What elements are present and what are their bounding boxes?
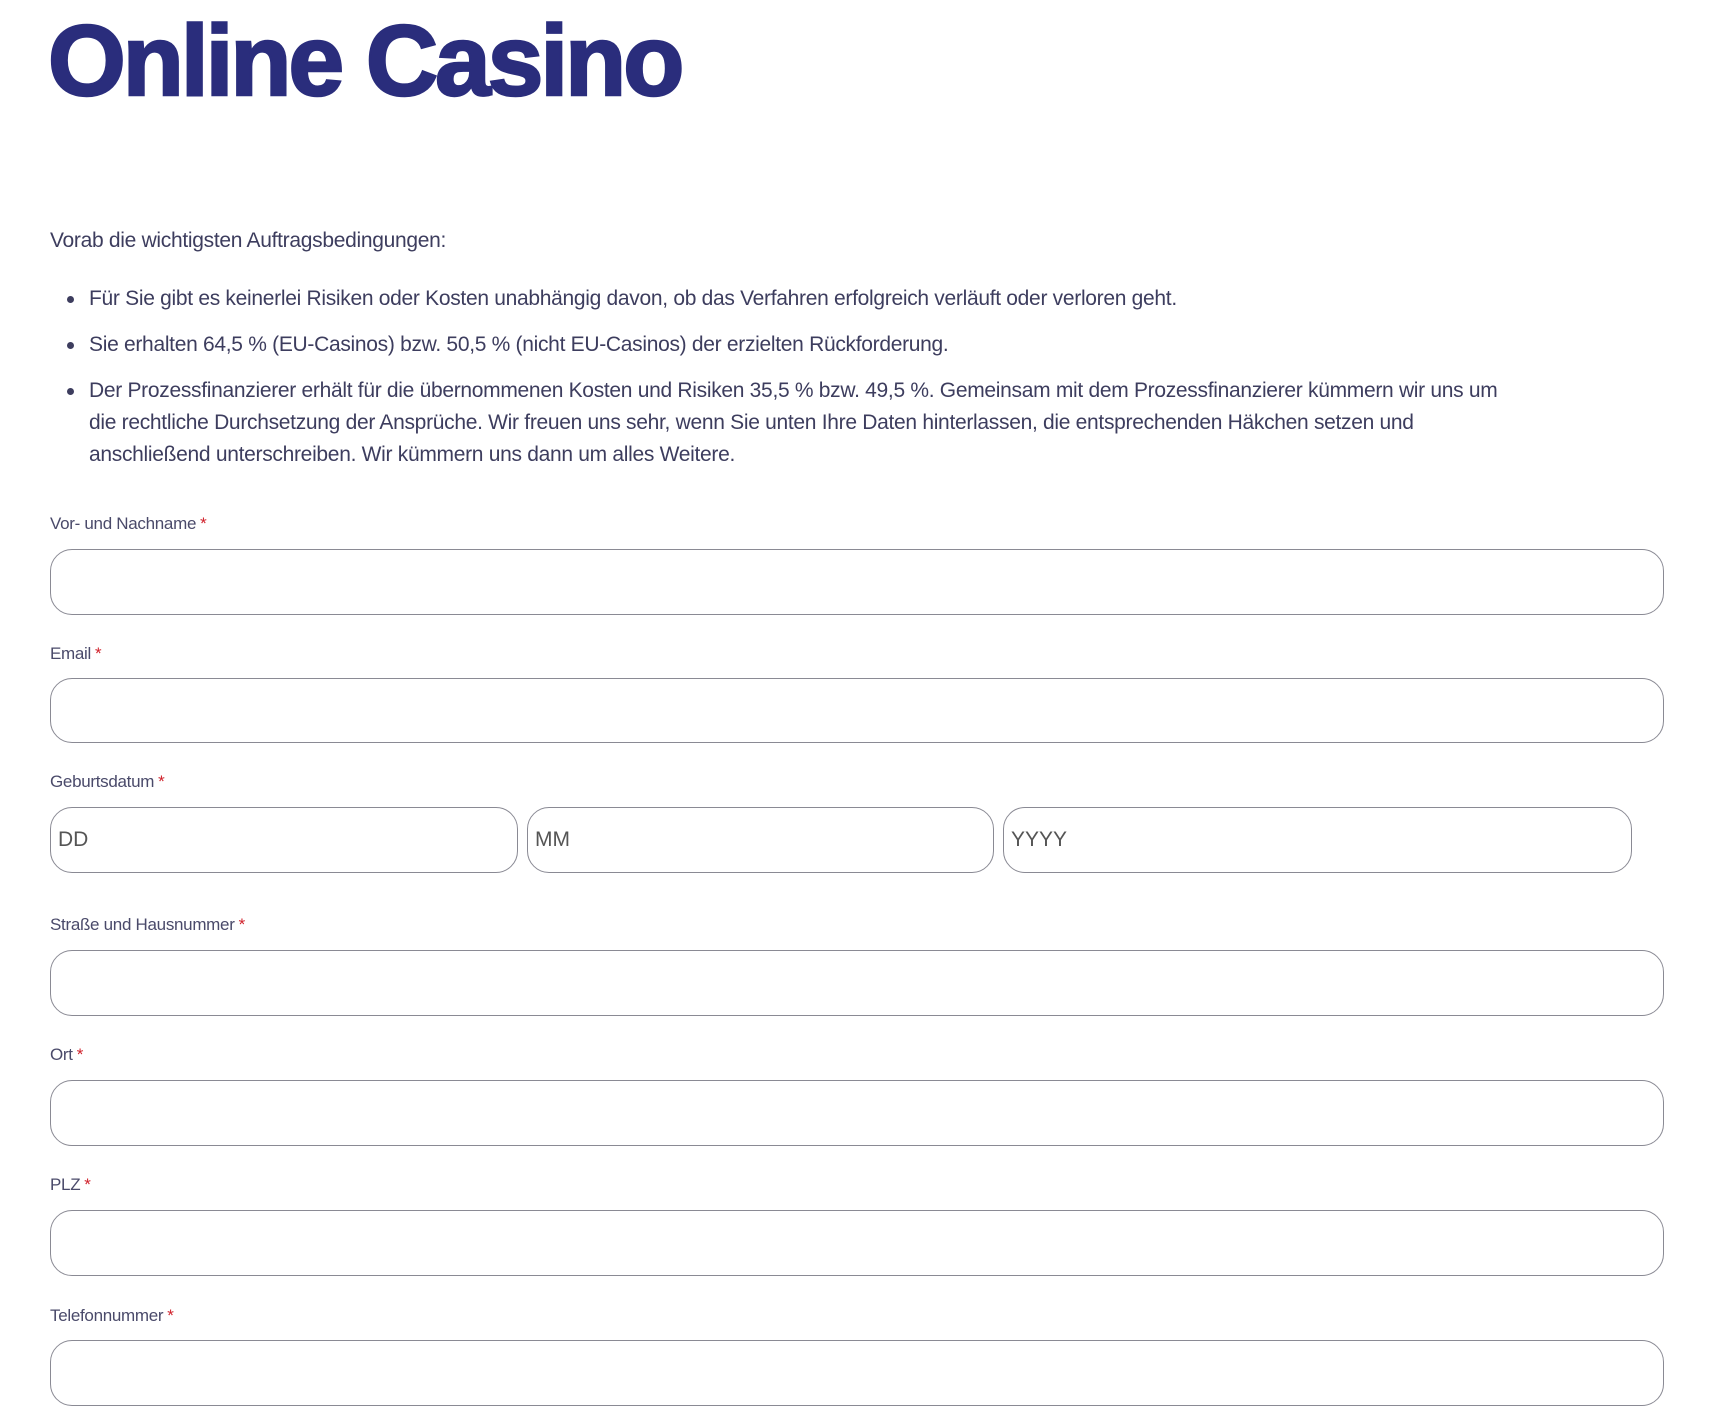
email-label [50, 644, 101, 664]
required-marker: * [158, 772, 165, 791]
birthdate-year-input[interactable] [1003, 807, 1632, 873]
phone-label-text: Telefonnummer [50, 1306, 164, 1325]
city-input[interactable] [50, 1080, 1664, 1146]
street-label [50, 915, 245, 935]
required-marker: * [76, 1045, 84, 1064]
street-label-text: Straße und Hausnummer [50, 915, 235, 934]
zip-input[interactable] [50, 1210, 1664, 1276]
bullet-icon [67, 296, 74, 303]
birthdate-label [50, 772, 164, 792]
zip-label [50, 1175, 91, 1195]
terms-item-text: Der Prozessfinanzierer erhält für die übernommenen Kosten und Risiken 35,5 % bzw. 49,5 %. Gemeinsam mit dem Prozessfinanzierer kümmern wir uns um die rechtliche Durchsetzung der Ansprüche. Wir freuen uns sehr, wenn Sie unten Ihre Daten hinterlassen, die entsprechenden Häkchen setzen und anschließend unterschreiben. Wir kümmern uns dann um alles Weitere. [89, 379, 1498, 466]
bullet-icon [67, 388, 74, 395]
name-label-text: Vor- und Nachname [50, 514, 197, 533]
zip-label-text: PLZ [50, 1175, 81, 1194]
email-label-text: Email [50, 644, 92, 663]
phone-input[interactable] [50, 1340, 1664, 1406]
required-marker: * [200, 514, 207, 533]
birthdate-day-input[interactable] [50, 807, 518, 873]
required-marker: * [95, 644, 102, 663]
page-title: Online Casino [48, 5, 682, 117]
street-input[interactable] [50, 950, 1664, 1016]
email-input[interactable] [50, 678, 1664, 743]
terms-item [89, 375, 1549, 471]
phone-label [50, 1306, 174, 1326]
terms-list [50, 283, 1549, 485]
birthdate-label-text: Geburtsdatum [50, 772, 155, 791]
terms-item [89, 283, 1549, 315]
city-label [50, 1045, 83, 1065]
bullet-icon [67, 342, 74, 349]
birthdate-month-input[interactable] [527, 807, 994, 873]
city-label-text: Ort [50, 1045, 73, 1064]
required-marker: * [238, 915, 245, 934]
name-label [50, 514, 206, 534]
terms-item [89, 329, 1549, 361]
name-input[interactable] [50, 549, 1664, 615]
terms-intro: Vorab die wichtigsten Auftragsbedingungen: [50, 229, 447, 252]
required-marker: * [167, 1306, 174, 1325]
terms-item-text: Für Sie gibt es keinerlei Risiken oder Kosten unabhängig davon, ob das Verfahren erfolgreich verläuft oder verloren geht. [89, 287, 1177, 310]
required-marker: * [84, 1175, 91, 1194]
terms-item-text: Sie erhalten 64,5 % (EU-Casinos) bzw. 50,5 % (nicht EU-Casinos) der erzielten Rückforderung. [89, 333, 949, 356]
